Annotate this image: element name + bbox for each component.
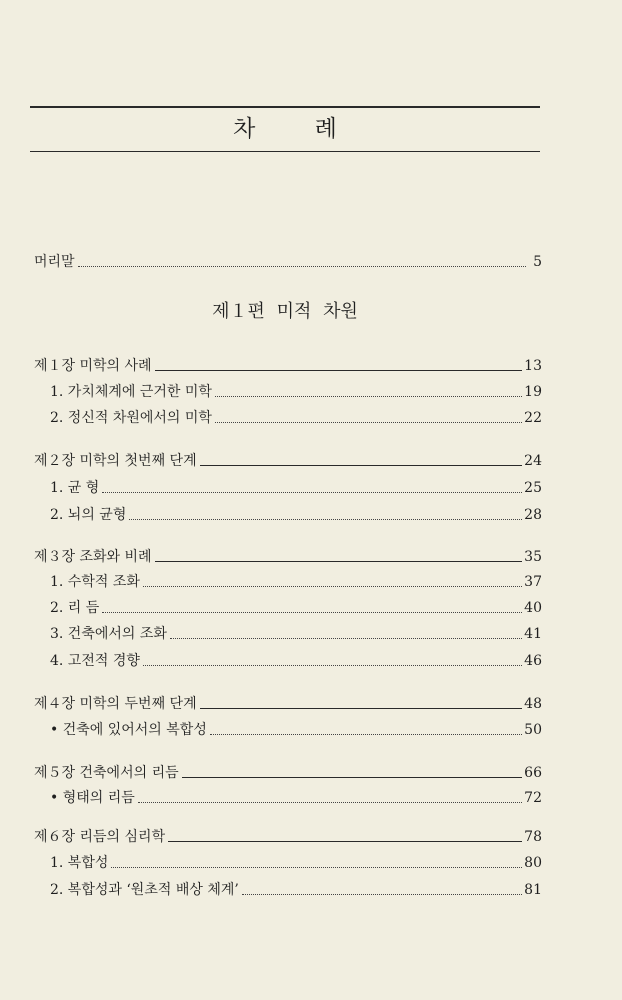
entry-page: 28 (524, 507, 542, 523)
entry-page: 66 (524, 765, 542, 781)
entry-page: 19 (524, 384, 542, 400)
preface-entry[interactable] (34, 251, 542, 273)
entry-label: 4. 고전적 경향 (50, 653, 140, 669)
entry-page: 40 (524, 600, 542, 616)
entry-label: 1. 복합성 (50, 855, 109, 871)
entry-label: 2. 리 듬 (50, 600, 100, 616)
entry-label: 제５장 건축에서의 리듬 (34, 765, 179, 781)
dot-leader (242, 894, 522, 895)
entry-page: 13 (524, 358, 542, 374)
chapter-entry[interactable] (34, 826, 542, 848)
chapter-entry[interactable] (34, 450, 542, 472)
top-rule (30, 106, 540, 108)
entry-page: 41 (524, 626, 542, 642)
section-entry[interactable] (50, 787, 542, 809)
part-title: 제１편 미적 차원 (212, 301, 358, 322)
dot-leader (215, 396, 522, 397)
dot-leader (102, 612, 522, 613)
dot-leader (215, 422, 522, 423)
entry-label: 3. 건축에서의 조화 (50, 626, 167, 642)
section-entry[interactable] (50, 852, 542, 874)
entry-page: 22 (524, 410, 542, 426)
entry-label: 제３장 조화와 비례 (34, 549, 152, 565)
entry-page: 81 (524, 882, 542, 898)
entry-label: 2. 복합성과 ‘원초적 배상 체계’ (50, 882, 239, 898)
entry-page: 25 (524, 480, 542, 496)
chapter-entry[interactable] (34, 762, 542, 784)
entry-page: 48 (524, 696, 542, 712)
section-entry[interactable] (50, 407, 542, 429)
section-entry[interactable] (50, 719, 542, 741)
dot-leader (129, 519, 522, 520)
section-entry[interactable] (50, 879, 542, 901)
entry-label: 제１장 미학의 사례 (34, 358, 152, 374)
entry-page: 46 (524, 653, 542, 669)
line-leader (200, 465, 523, 466)
dot-leader (143, 665, 522, 666)
section-entry[interactable] (50, 477, 542, 499)
chapter-entry[interactable] (34, 693, 542, 715)
entry-label: • 형태의 리듬 (50, 790, 135, 806)
entry-page: 72 (524, 790, 542, 806)
line-leader (200, 708, 523, 709)
entry-label: 제２장 미학의 첫번째 단계 (34, 453, 197, 469)
entry-label: 2. 정신적 차원에서의 미학 (50, 410, 212, 426)
entry-label: 1. 수학적 조화 (50, 574, 140, 590)
page-title: 차 례 (233, 116, 363, 142)
entry-page: 5 (533, 254, 542, 270)
entry-label: 제６장 리듬의 심리학 (34, 829, 166, 845)
dot-leader (210, 734, 522, 735)
chapter-entry[interactable] (34, 355, 542, 377)
entry-label: 1. 균 형 (50, 480, 100, 496)
entry-page: 35 (524, 549, 542, 565)
dot-leader (111, 867, 522, 868)
dot-leader (170, 638, 522, 639)
entry-label: 2. 뇌의 균형 (50, 507, 127, 523)
dot-leader (78, 266, 526, 267)
section-entry[interactable] (50, 597, 542, 619)
entry-page: 24 (524, 453, 542, 469)
entry-label: 머리말 (34, 254, 75, 270)
entry-page: 80 (524, 855, 542, 871)
section-entry[interactable] (50, 571, 542, 593)
section-entry[interactable] (50, 381, 542, 403)
line-leader (168, 841, 522, 842)
dot-leader (143, 586, 522, 587)
entry-label: • 건축에 있어서의 복합성 (50, 722, 207, 738)
entry-page: 37 (524, 574, 542, 590)
entry-page: 50 (524, 722, 542, 738)
dot-leader (138, 802, 522, 803)
section-entry[interactable] (50, 650, 542, 672)
section-entry[interactable] (50, 504, 542, 526)
entry-page: 78 (524, 829, 542, 845)
bottom-rule (30, 151, 540, 152)
section-entry[interactable] (50, 623, 542, 645)
dot-leader (102, 492, 522, 493)
line-leader (182, 777, 523, 778)
entry-label: 1. 가치체계에 근거한 미학 (50, 384, 212, 400)
chapter-entry[interactable] (34, 546, 542, 568)
line-leader (155, 370, 523, 371)
line-leader (155, 561, 523, 562)
entry-label: 제４장 미학의 두번째 단계 (34, 696, 197, 712)
